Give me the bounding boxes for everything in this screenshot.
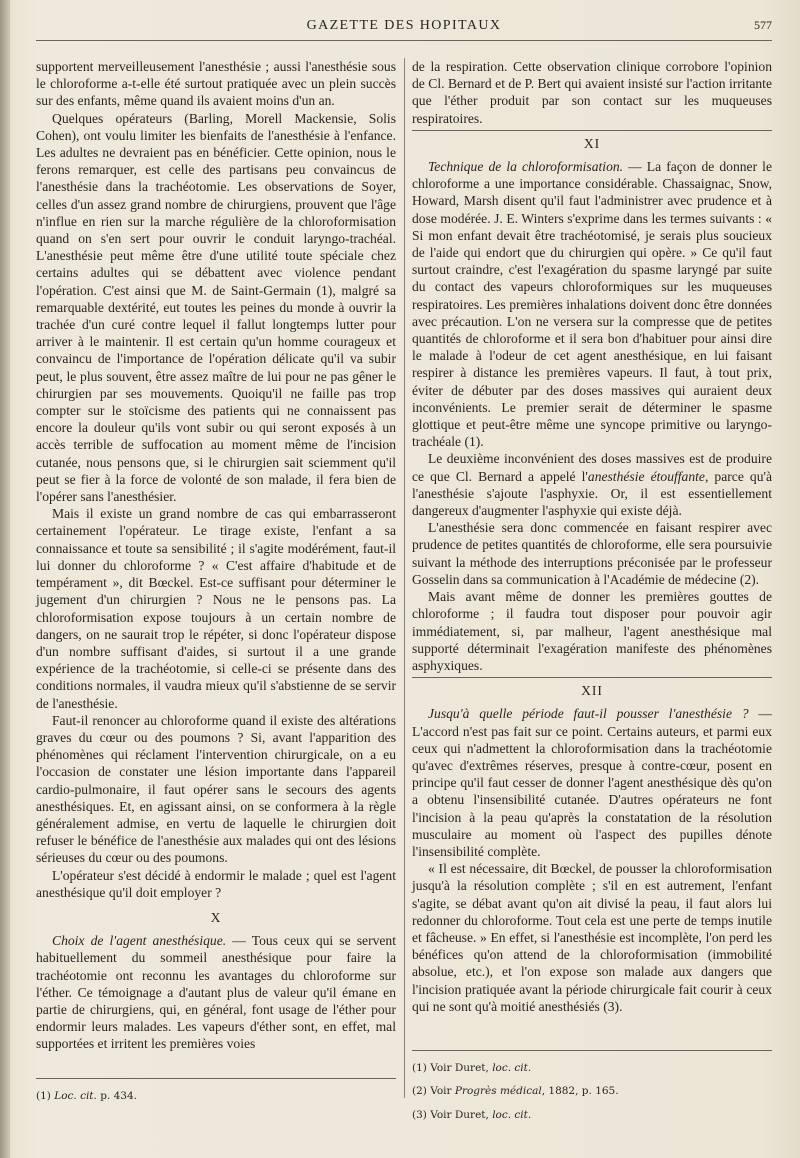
right-column	[412, 58, 772, 1015]
paragraph: de la respiration. Cette observation clinique corrobore l'opinion de Cl. Bernard et de P. Bert qui avaient insisté sur l'action irritante que l'éther produit par son contact sur les muqueuses respiratoires.	[412, 59, 772, 126]
paragraph	[412, 158, 772, 450]
footnote-text: (1) Voir Duret,	[412, 1061, 493, 1074]
section-title: Technique de la chloroformisation.	[428, 159, 624, 175]
footnote-ref: loc. cit.	[492, 1108, 532, 1121]
page-binding-shadow	[0, 0, 10, 1158]
footnote	[36, 1090, 396, 1103]
paragraph: L'anesthésie sera donc commencée en faisant respirer avec prudence de petites quantités de chloroforme, elle sera poursuivie suivant la méthode des interruptions préconisée par le professeur Gosselin dans sa communication à l'Académie de médecine (2).	[412, 520, 772, 587]
footnote-number: (1)	[36, 1089, 55, 1102]
right-footnotes	[412, 1050, 772, 1132]
paragraph: « Il est nécessaire, dit Bœckel, de pousser la chloroformisation jusqu'à la résolution complète ; s'il en est autrement, l'enfant s'agite, se débat avant qu'on ait divisé la peau, il faut alors lui redonner du chloroforme. Tout cela est une perte de temps inutile et fâcheuse. » En effet, si l'anesthésie est incomplète, l'on perd les bénéfices qu'on attend de la chloroformisation (immobilité absolue, etc.), et l'on expose son malade aux dangers que l'incision pratiquée avant la période chirurgicale fait courir à ceux qui ne sont qu'à moitié anesthésiés (3).	[412, 861, 772, 1014]
footnote-text: p. 434.	[96, 1089, 137, 1102]
paragraph-text: Le deuxième inconvénient des doses massives est de produire ce que Cl. Bernard a appelé l'	[412, 451, 772, 484]
paragraph	[412, 705, 772, 860]
footnote	[412, 1109, 772, 1122]
paragraph-text: — La façon de donner le chloroforme a une importance considérable. Chassaignac, Snow, Howard, Marsh disent qu'il faut l'administrer avec prudence et à dose modérée. J. E. Winters s'exprime dans les termes suivants : « Si mon enfant devait être trachéotomisé, je serais plus soucieux de l'aide qui endort que du chirurgien qui opère. » Ce qu'il faut surtout craindre, c'est l'exagération du spasme laryngé par suite du contact des vapeurs chloroformiques sur les muqueuses respiratoires. Les premières inhalations doivent donc être données avec précaution. L'on ne versera sur la compresse que de petites quantités de chloroforme et il sera bon d'habituer pour ainsi dire le malade à l'odeur de cet agent anesthésique, en lui faisant respirer à distance les premières vapeurs. Il faut, à tout prix, éviter de débuter par des doses massives qui auraient deux inconvénients. Le premier serait de déterminer le spasme glottique et peut-être même une syncope primitive ou laryngo-trachéale (1).	[412, 159, 772, 450]
footnote-ref: loc. cit.	[492, 1061, 532, 1074]
footnote	[412, 1062, 772, 1075]
page-number: 577	[754, 18, 772, 32]
footnote-text: (2) Voir	[412, 1085, 455, 1097]
paragraph: Mais avant même de donner les premières gouttes de chloroforme ; il faudra tout disposer pour pouvoir agir immédiatement, si, par malheur, l'agent anesthésique mal supporté déterminait l'exagération manifeste des phénomènes asphyxiques.	[412, 589, 772, 673]
paragraph: L'opérateur s'est décidé à endormir le malade ; quel est l'agent anesthésique qu'il doit employer ?	[36, 867, 396, 900]
paragraph-text: — L'accord n'est pas fait sur ce point. Certains auteurs, et parmi eux ceux qui n'admettent la chloroformisation dans la trachéotomie qu'avec d'extrêmes réserves, presque à contre-cœur, posent en principe qu'il faut cesser de donner l'agent anesthésique dès qu'on a obtenu l'insensibilité cutanée. D'autres opérateurs ne font l'incision à la peau qu'après la constatation de la résolution musculaire au moment où l'aspect des pupilles dénote l'insensibilité complète.	[412, 706, 772, 859]
paragraph	[412, 450, 772, 519]
section-title: Jusqu'à quelle période faut-il pousser l'anesthésie ?	[428, 706, 749, 722]
paragraph: Mais il existe un grand nombre de cas qui embarrasseront certainement l'opérateur. Le tirage existe, l'enfant a sa connaissance et toute sa sensibilité ; il s'agite modérément, faut-il lui donner du chloroforme ? « C'est affaire d'habitude et de tempérament », dit Bœckel. Est-ce suffisant pour déterminer le jugement d'un chirurgien ? Nous ne le pensons pas. La chloroformisation expose toujours à un certain nombre de dangers, on ne saurait trop le répéter, si donc l'opérateur dispose d'un nombre suffisant d'aides, si surtout il a une grande expérience de la trachéotomie, si celle-ci se présente dans des conditions normales, il vaudra mieux qu'il s'abstienne de se servir de l'anesthésie.	[36, 506, 396, 711]
footnote	[412, 1085, 772, 1098]
paragraph: supportent merveilleusement l'anesthésie ; aussi l'anesthésie sous le chloroforme a-t-elle été surtout pratiquée avec un plein succès sur des enfants, même quand ils avaient moins d'un an.	[36, 59, 396, 109]
footnote-ref: Loc. cit.	[54, 1089, 97, 1102]
italic-term: anesthésie étouffante	[587, 468, 705, 484]
footnote-rule	[36, 1078, 396, 1079]
left-footnotes	[36, 1078, 396, 1113]
running-header	[36, 14, 772, 41]
journal-title: GAZETTE DES HOPITAUX	[306, 18, 502, 33]
left-column	[36, 58, 396, 1053]
footnote-ref: Progrès médical	[454, 1085, 542, 1097]
section-heading-xi: XI	[412, 135, 772, 152]
footnote-text: (3) Voir Duret,	[412, 1108, 493, 1121]
column-divider	[404, 58, 405, 1098]
paragraph: Faut-il renoncer au chloroforme quand il existe des altérations graves du cœur ou des poumons ? Si, avant l'apparition des phénomènes qui réclament l'intervention chirurgicale, on a eu l'occasion de constater une lésion importante dans l'appareil cardio-pulmonaire, il faut opérer sans le secours des agents anesthésiques. Et, en agissant ainsi, on se conformera à la règle généralement admise, en vertu de laquelle le chirurgien doit refuser le bénéfice de l'anesthésie aux malades qui ont des lésions sérieuses du cœur ou des poumons.	[36, 712, 396, 866]
paragraph-text: , parce qu'à l'anesthésie s'ajoute l'asphyxie. Or, il est essentiellement dangereux d'augmenter l'asphyxie qui existe déjà.	[412, 468, 772, 519]
footnote-rule	[412, 1050, 772, 1051]
paragraph: Quelques opérateurs (Barling, Morell Mackensie, Solis Cohen), ont voulu limiter les bienfaits de l'anesthésie à l'enfance. Les adultes ne devraient pas en bénéficier. Cette opinion, nous le ferons remarquer, est celle des partisans peu convaincus de l'anesthésie dans la trachéotomie. Les observations de Soyer, celles d'un assez grand nombre de chirurgiens, prouvent que l'âge n'influe en rien sur la marche régulière de la chloroformisation quand on s'en sert pour ouvrir le conduit laryngo-trachéal. L'anesthésie peut même être d'une utilité toute spéciale chez certains adultes qui se débattent avec violence pendant l'opération. C'est ainsi que M. de Saint-Germain (1), malgré sa remarquable dextérité, eut toutes les peines du monde à ouvrir la trachée d'un curé contre lequel il fallut longtemps lutter pour arriver à le maintenir. Il est certain qu'un homme courageux et convaincu de l'importance de l'opération délicate qu'il va subir peut, le plus souvent, être assez maître de lui pour ne pas gêner le chirurgien par ses mouvements. Quoiqu'il ne faille pas trop compter sur le stoïcisme des patients qui ne connaissent pas encore la douleur qu'ils vont subir ou qui seront exposés à un accès terrible de suffocation au moment même de l'incision cutanée, nous pensons que, si le chirurgien sait sciemment qu'il peut se fier à la force de volonté de son malade, il fera bien de l'opérer sans l'anesthésier.	[36, 110, 396, 505]
footnote-text: , 1882, p. 165.	[541, 1085, 619, 1097]
section-heading-x: X	[210, 909, 222, 925]
paragraph	[36, 932, 396, 1052]
section-title: Choix de l'agent anesthésique.	[52, 933, 227, 949]
section-heading-xii: XII	[412, 682, 772, 699]
paragraph-text: — Tous ceux qui se servent habituellement du sommeil anesthésique pour faire la trachéotomie ont reconnu les avantages du chloroforme sur l'éther. Ce témoignage a d'autant plus de valeur qu'il émane en partie de chirurgiens, qui, en général, font usage de l'éther pour endormir leurs malades. Les vapeurs d'éther sont, en effet, mal supportées et irritent les premières voies	[36, 933, 396, 1052]
